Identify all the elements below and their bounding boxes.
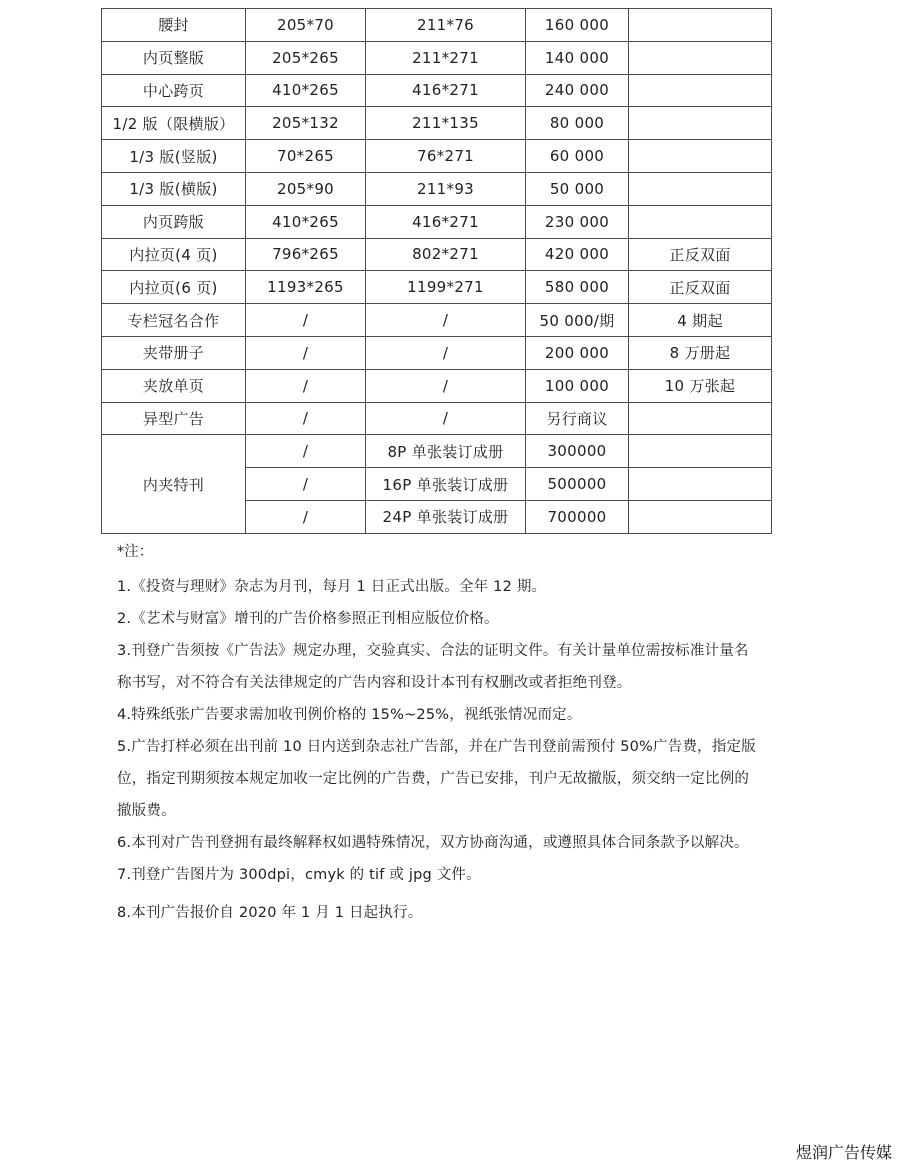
table-cell: 内页跨版 <box>102 205 246 238</box>
table-cell: 70*265 <box>246 140 366 173</box>
ad-rate-table <box>101 8 772 534</box>
table-row <box>102 304 772 337</box>
table-cell: 夹带册子 <box>102 336 246 369</box>
table-row <box>102 205 772 238</box>
note-item-8: 8.本刊广告报价自 2020 年 1 月 1 日起执行。 <box>117 905 423 921</box>
table-cell: / <box>246 369 366 402</box>
table-cell: 100 000 <box>526 369 629 402</box>
table-cell <box>629 172 772 205</box>
table-row <box>102 369 772 402</box>
table-cell: 205*90 <box>246 172 366 205</box>
table-cell: 580 000 <box>526 271 629 304</box>
table-cell: 420 000 <box>526 238 629 271</box>
table-cell: / <box>246 402 366 435</box>
table-cell: 205*265 <box>246 41 366 74</box>
table-cell: 50 000/期 <box>526 304 629 337</box>
table-cell <box>629 9 772 42</box>
table-cell <box>629 140 772 173</box>
table-cell: 中心跨页 <box>102 74 246 107</box>
table-cell <box>629 74 772 107</box>
table-cell <box>629 435 772 468</box>
table-cell: 1/3 版(横版) <box>102 172 246 205</box>
table-cell: 另行商议 <box>526 402 629 435</box>
table-cell: / <box>246 500 366 533</box>
table-cell: 正反双面 <box>629 271 772 304</box>
table-row <box>102 9 772 42</box>
note-item-7: 7.刊登广告图片为 300dpi，cmyk 的 tif 或 jpg 文件。 <box>117 867 481 883</box>
table-cell: 腰封 <box>102 9 246 42</box>
table-cell: 796*265 <box>246 238 366 271</box>
table-cell: 内拉页(6 页) <box>102 271 246 304</box>
brand-watermark: 煜润广告传媒 <box>795 1143 892 1162</box>
table-row <box>102 435 772 468</box>
table-cell <box>629 41 772 74</box>
table-row <box>102 107 772 140</box>
table-cell: 16P 单张装订成册 <box>366 468 526 501</box>
table-cell: / <box>366 336 526 369</box>
table-row <box>102 172 772 205</box>
table-cell: 500000 <box>526 468 629 501</box>
table-cell: 211*135 <box>366 107 526 140</box>
table-row <box>102 271 772 304</box>
table-cell: 1193*265 <box>246 271 366 304</box>
table-row <box>102 402 772 435</box>
table-cell: / <box>366 304 526 337</box>
table-cell: 内页整版 <box>102 41 246 74</box>
table-cell: 1199*271 <box>366 271 526 304</box>
table-cell: 24P 单张装订成册 <box>366 500 526 533</box>
note-item-1: 1.《投资与理财》杂志为月刊，每月 1 日正式出版。全年 12 期。 <box>117 579 547 595</box>
table-cell <box>629 500 772 533</box>
table-cell: 416*271 <box>366 205 526 238</box>
table-cell: 140 000 <box>526 41 629 74</box>
table-cell: / <box>246 304 366 337</box>
table-cell: 80 000 <box>526 107 629 140</box>
table-cell: 300000 <box>526 435 629 468</box>
table-cell: 夹放单页 <box>102 369 246 402</box>
table-cell: 410*265 <box>246 74 366 107</box>
table-cell: / <box>366 369 526 402</box>
table-cell: 1/2 版（限横版） <box>102 107 246 140</box>
table-cell <box>629 468 772 501</box>
table-cell: 4 期起 <box>629 304 772 337</box>
table-cell: 异型广告 <box>102 402 246 435</box>
table-cell: 416*271 <box>366 74 526 107</box>
table-cell: 211*271 <box>366 41 526 74</box>
table-cell: 230 000 <box>526 205 629 238</box>
table-cell: 10 万张起 <box>629 369 772 402</box>
table-row <box>102 41 772 74</box>
table-cell: 200 000 <box>526 336 629 369</box>
table-cell: / <box>246 336 366 369</box>
table-cell: 76*271 <box>366 140 526 173</box>
special-issue-name: 内夹特刊 <box>102 435 246 533</box>
note-item-2: 2.《艺术与财富》增刊的广告价格参照正刊相应版位价格。 <box>117 611 499 627</box>
note-item-5: 5.广告打样必须在出刊前 10 日内送到杂志社广告部，并在广告刊登前需预付 50%广告费，指定版位，指定刊期须按本规定加收一定比例的广告费，广告已安排，刊户无故撤版，须交纳一定比例的撤版费。 <box>117 739 756 819</box>
table-cell: 205*70 <box>246 9 366 42</box>
notes-title: *注： <box>117 544 154 560</box>
notes-section <box>117 540 757 929</box>
table-cell: / <box>246 468 366 501</box>
table-cell: 211*76 <box>366 9 526 42</box>
table-cell: 8 万册起 <box>629 336 772 369</box>
table-cell <box>629 205 772 238</box>
table-cell: / <box>366 402 526 435</box>
table-cell: 240 000 <box>526 74 629 107</box>
table-cell: 410*265 <box>246 205 366 238</box>
table-cell: 205*132 <box>246 107 366 140</box>
table-cell: 正反双面 <box>629 238 772 271</box>
note-item-6: 6.本刊对广告刊登拥有最终解释权如遇特殊情况，双方协商沟通，或遵照具体合同条款予以解决。 <box>117 835 749 851</box>
note-item-3: 3.刊登广告须按《广告法》规定办理，交验真实、合法的证明文件。有关计量单位需按标准计量名称书写，对不符合有关法律规定的广告内容和设计本刊有权删改或者拒绝刊登。 <box>117 643 749 691</box>
table-row <box>102 238 772 271</box>
table-row <box>102 74 772 107</box>
table-cell: 160 000 <box>526 9 629 42</box>
table-cell: 内拉页(4 页) <box>102 238 246 271</box>
table-cell: 802*271 <box>366 238 526 271</box>
table-cell <box>629 107 772 140</box>
table-cell: / <box>246 435 366 468</box>
table-row <box>102 140 772 173</box>
table-cell: 700000 <box>526 500 629 533</box>
table-cell: 211*93 <box>366 172 526 205</box>
table-cell: 60 000 <box>526 140 629 173</box>
table-cell: 50 000 <box>526 172 629 205</box>
table-row <box>102 336 772 369</box>
table-cell: 专栏冠名合作 <box>102 304 246 337</box>
note-item-4: 4.特殊纸张广告要求需加收刊例价格的 15%~25%，视纸张情况而定。 <box>117 707 582 723</box>
table-cell <box>629 402 772 435</box>
table-cell: 1/3 版(竖版) <box>102 140 246 173</box>
table-cell: 8P 单张装订成册 <box>366 435 526 468</box>
